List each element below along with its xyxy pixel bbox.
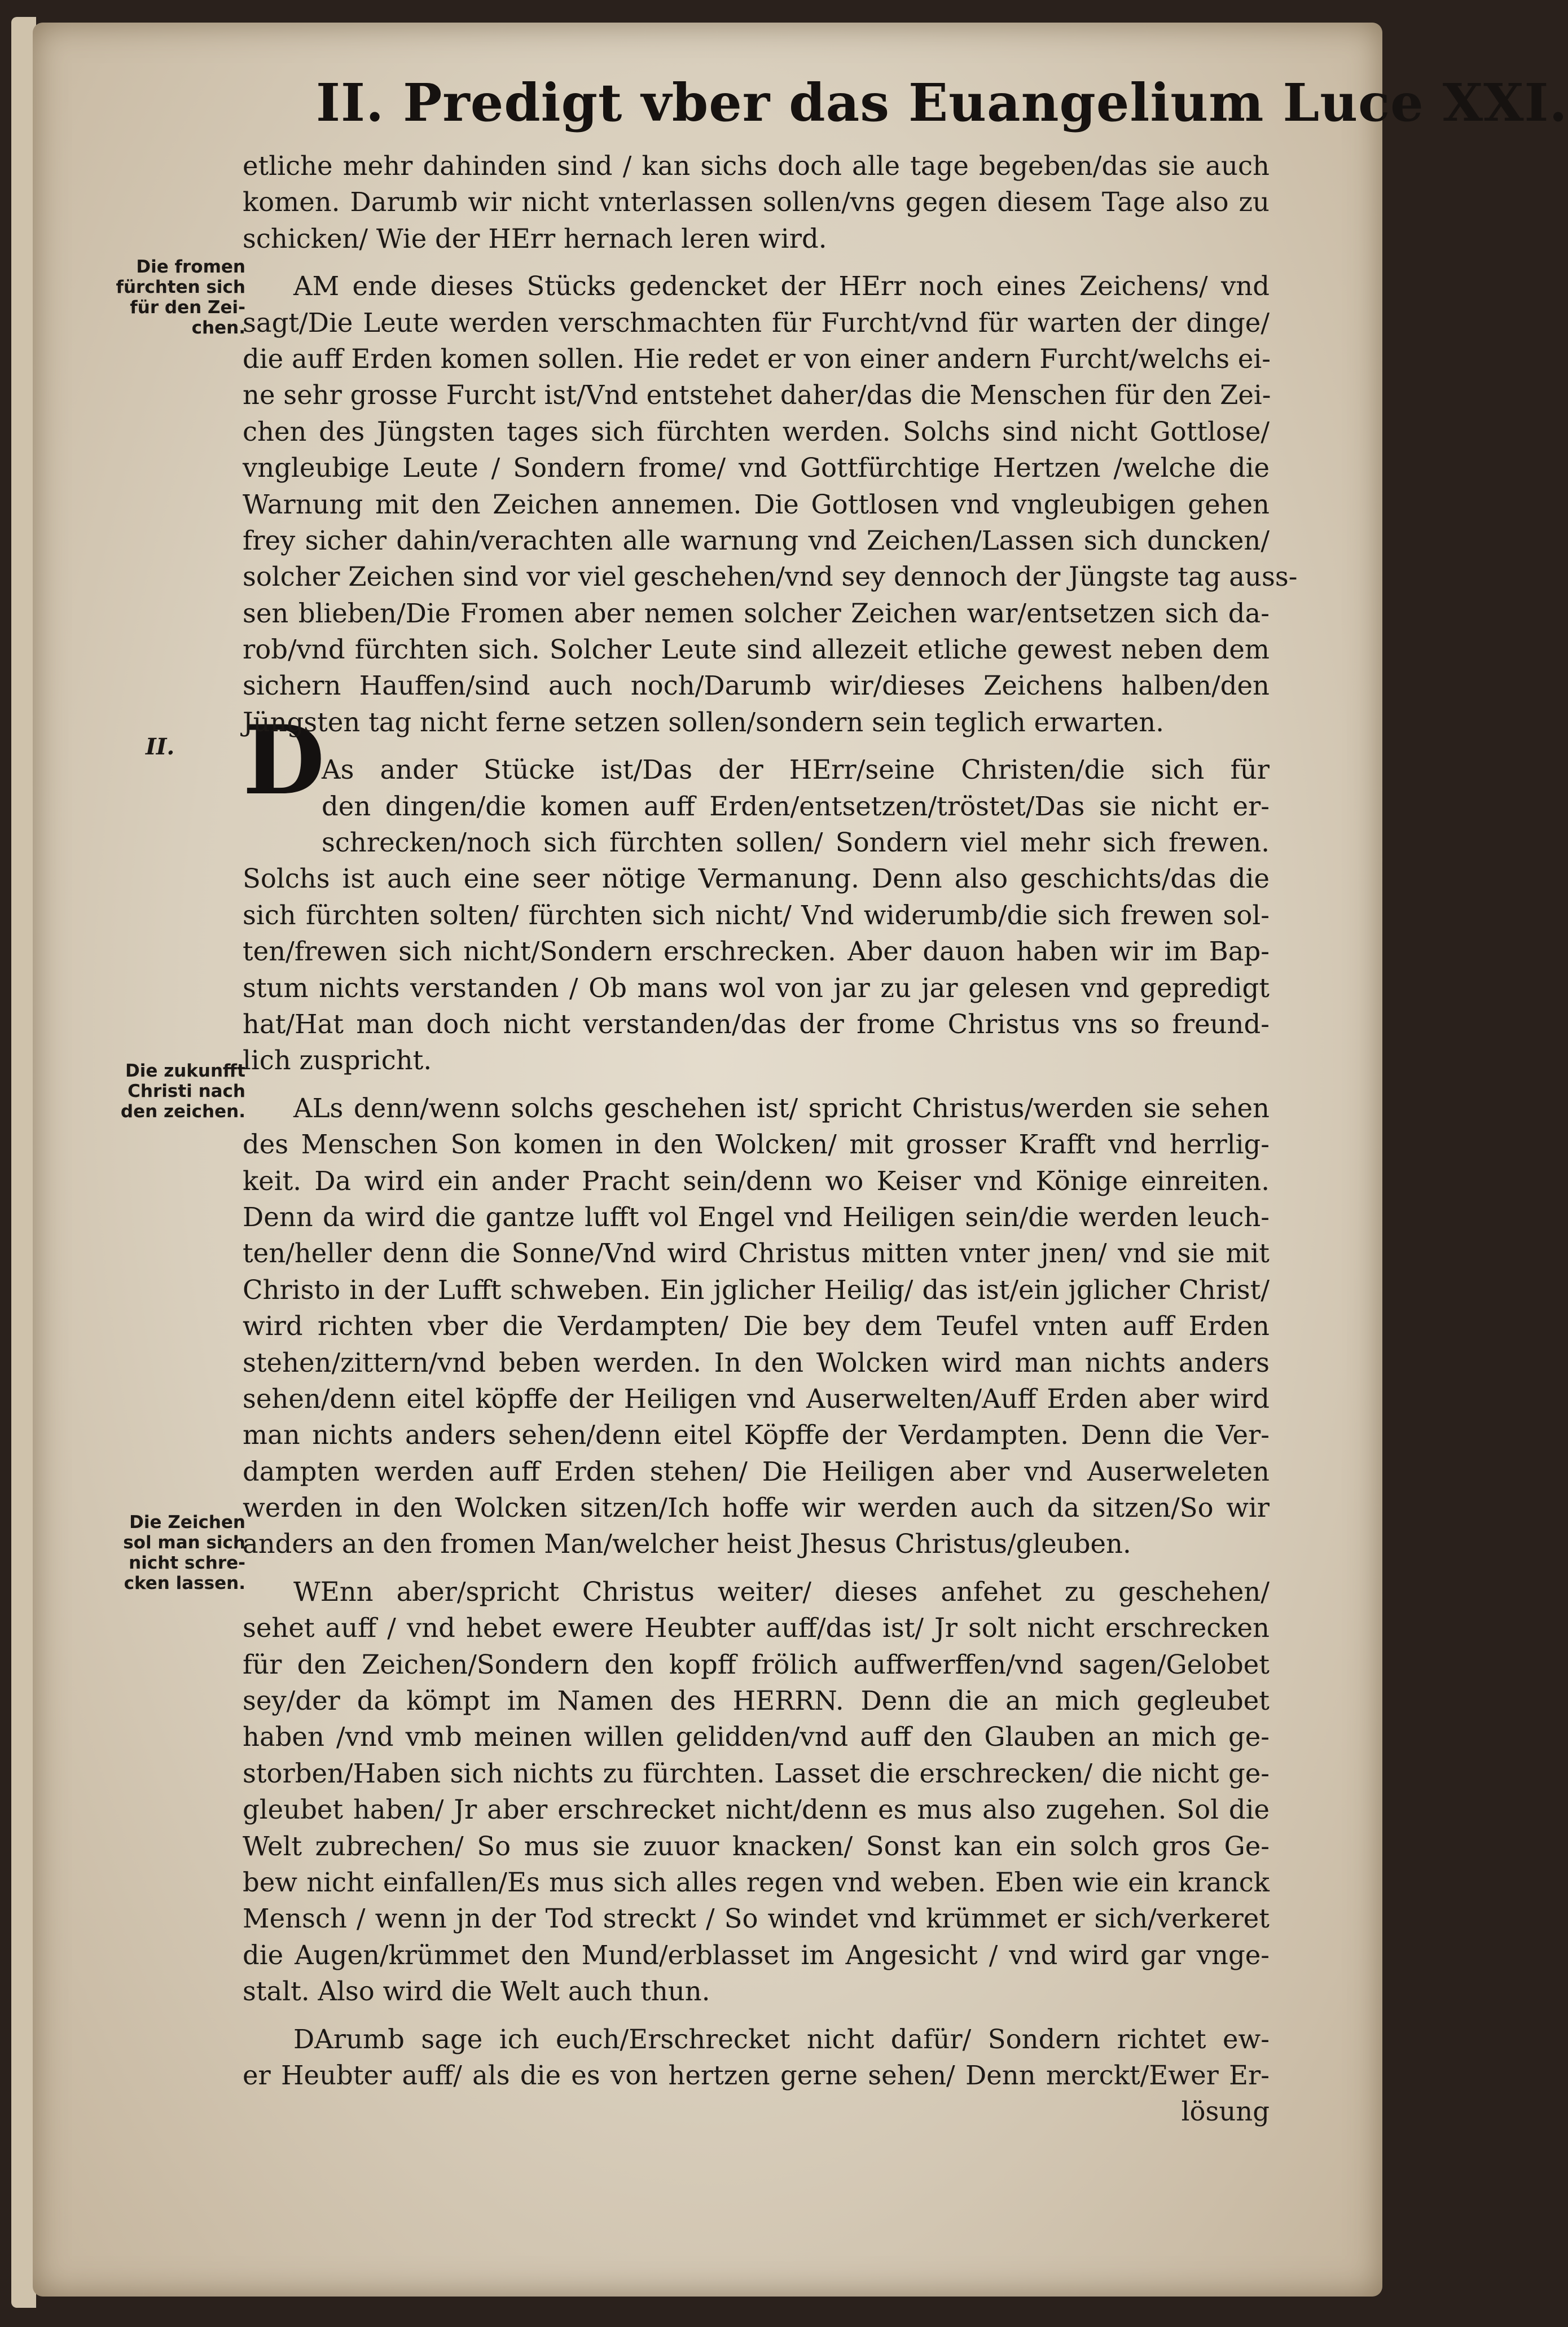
text-line: Denn da wird die gantze lufft vol Engel vnd Heiligen sein/die werden leuch-: [243, 1201, 1270, 1232]
text-line: sen blieben/Die Fromen aber nemen solcher Zeichen war/entsetzen sich da-: [243, 598, 1270, 629]
text-line: WEnn aber/spricht Christus weiter/ dieses anfehet zu geschehen/: [293, 1576, 1270, 1607]
text-line: hat/Hat man doch nicht verstanden/das der frome Christus vns so freund-: [243, 1008, 1270, 1039]
text-line: solcher Zeichen sind vor viel geschehen/vnd sey dennoch der Jüngste tag auss-: [243, 561, 1298, 592]
margin-note-line: den zeichen.: [120, 1101, 245, 1122]
margin-note-line: Die Zeichen: [129, 1512, 245, 1533]
text-line: rob/vnd fürchten sich. Solcher Leute sind allezeit etliche gewest neben dem: [243, 634, 1270, 665]
text-line: stalt. Also wird die Welt auch thun.: [243, 1976, 710, 2007]
margin-note-line: für den Zei-: [130, 297, 245, 318]
text-line: bew nicht einfallen/Es mus sich alles regen vnd weben. Eben wie ein kranck: [243, 1867, 1270, 1898]
text-line: AM ende dieses Stücks gedencket der HErr noch eines Zeichens/ vnd: [293, 271, 1270, 302]
text-line: schrecken/noch sich fürchten sollen/ Sondern viel mehr sich frewen.: [322, 827, 1270, 858]
margin-note-line: chen.: [191, 318, 245, 338]
text-line: schicken/ Wie der HErr hernach leren wird.: [243, 223, 827, 254]
text-line: keit. Da wird ein ander Pracht sein/denn wo Keiser vnd Könige einreiten.: [243, 1165, 1270, 1196]
text-line: den dingen/die komen auff Erden/entsetzen/tröstet/Das sie nicht er-: [322, 791, 1270, 822]
text-line: frey sicher dahin/verachten alle warnung vnd Zeichen/Lassen sich duncken/: [243, 525, 1270, 556]
margin-note-line: fürchten sich: [116, 277, 245, 297]
text-line: er Heubter auff/ als die es von hertzen gerne sehen/ Denn merckt/Ewer Er-: [243, 2060, 1270, 2091]
text-line: wird richten vber die Verdampten/ Die bey dem Teufel vnten auff Erden: [243, 1311, 1270, 1342]
catchword: lösung: [1181, 2096, 1270, 2127]
text-line: sichern Hauffen/sind auch noch/Darumb wir/dieses Zeichens halben/den: [243, 670, 1270, 701]
text-line: Mensch / wenn jn der Tod streckt / So windet vnd krümmet er sich/verkeret: [243, 1903, 1270, 1934]
text-line: für den Zeichen/Sondern den kopff frölich auffwerffen/vnd sagen/Gelobet: [243, 1649, 1270, 1680]
margin-note-line: Die fromen: [136, 257, 245, 277]
text-line: die Augen/krümmet den Mund/erblasset im Angesicht / vnd wird gar vnge-: [243, 1939, 1270, 1970]
text-line: As ander Stücke ist/Das der HErr/seine Christen/die sich für: [322, 754, 1270, 785]
text-line: anders an den fromen Man/welcher heist Jhesus Christus/gleuben.: [243, 1529, 1131, 1560]
margin-note-fromen: [85, 257, 245, 338]
text-line: chen des Jüngsten tages sich fürchten werden. Solchs sind nicht Gottlose/: [243, 416, 1270, 447]
text-line: ten/frewen sich nicht/Sondern erschrecken. Aber dauon haben wir im Bap-: [243, 936, 1270, 967]
text-line: ALs denn/wenn solchs geschehen ist/ spricht Christus/werden sie sehen: [293, 1092, 1270, 1123]
text-line: Welt zubrechen/ So mus sie zuuor knacken/ Sonst kan ein solch gros Ge-: [243, 1830, 1270, 1861]
text-line: etliche mehr dahinden sind / kan sichs doch alle tage begeben/das sie auch: [243, 151, 1270, 181]
text-line: man nichts anders sehen/denn eitel Köpffe der Verdampten. Denn die Ver-: [243, 1420, 1270, 1451]
text-line: ne sehr grosse Furcht ist/Vnd entstehet daher/das die Menschen für den Zei-: [243, 380, 1271, 411]
text-line: des Menschen Son komen in den Wolcken/ mit grosser Krafft vnd herrlig-: [243, 1129, 1270, 1160]
text-line: ten/heller denn die Sonne/Vnd wird Christus mitten vnter jnen/ vnd sie mit: [243, 1238, 1270, 1269]
margin-note-line: Die zukunfft: [125, 1061, 245, 1081]
margin-note-line: Christi nach: [128, 1081, 245, 1101]
text-line: sehet auff / vnd hebet ewere Heubter auff/das ist/ Jr solt nicht erschrecken: [243, 1613, 1270, 1644]
text-line: die auff Erden komen sollen. Hie redet er von einer andern Furcht/welchs ei-: [243, 343, 1271, 374]
text-line: werden in den Wolcken sitzen/Ich hoffe wir werden auch da sitzen/So wir: [243, 1492, 1270, 1523]
text-line: lich zuspricht.: [243, 1045, 432, 1076]
text-line: Jüngsten tag nicht ferne setzen sollen/sondern sein teglich erwarten.: [243, 706, 1165, 737]
text-line: haben /vnd vmb meinen willen gelidden/vnd auff den Glauben an mich ge-: [243, 1722, 1270, 1753]
text-line: gleubet haben/ Jr aber erschrecket nicht/denn es mus also zugehen. Sol die: [243, 1794, 1270, 1825]
margin-note-zeichen: [85, 1512, 245, 1593]
text-line: sagt/Die Leute werden verschmachten für Furcht/vnd für warten der dinge/: [243, 307, 1270, 338]
text-line: Solchs ist auch eine seer nötige Vermanung. Denn also geschichts/das die: [243, 863, 1270, 894]
text-line: sey/der da kömpt im Namen des HERRN. Denn die an mich gegleubet: [243, 1685, 1270, 1716]
text-line: storben/Haben sich nichts zu fürchten. Lasset die erschrecken/ die nicht ge-: [243, 1758, 1270, 1789]
page-header: II. Predigt vber das Euangelium Luce XXI.: [316, 72, 1568, 133]
text-line: sich fürchten solten/ fürchten sich nicht/ Vnd widerumb/die sich frewen sol-: [243, 899, 1270, 930]
text-line: sehen/denn eitel köpffe der Heiligen vnd Auserwelten/Auff Erden aber wird: [243, 1383, 1270, 1414]
text-line: dampten werden auff Erden stehen/ Die Heiligen aber vnd Auserweleten: [243, 1456, 1270, 1487]
drop-initial: D: [243, 704, 325, 816]
margin-note-line: nicht schre-: [129, 1553, 245, 1573]
text-line: stum nichts verstanden / Ob mans wol von jar zu jar gelesen vnd gepredigt: [243, 972, 1270, 1003]
margin-note-line: sol man sich: [123, 1533, 245, 1553]
text-line: vngleubige Leute / Sondern frome/ vnd Gottfürchtige Hertzen /welche die: [243, 453, 1270, 484]
text-line: stehen/zittern/vnd beben werden. In den Wolcken wird man nichts anders: [243, 1347, 1270, 1378]
text-line: DArumb sage ich euch/Erschrecket nicht dafür/ Sondern richtet ew-: [293, 2023, 1270, 2054]
section-numeral: II.: [146, 734, 175, 760]
body-text: [243, 148, 1298, 2130]
margin-note-zukunfft: [85, 1061, 245, 1122]
margin-note-line: cken lassen.: [124, 1573, 245, 1593]
text-line: komen. Darumb wir nicht vnterlassen sollen/vns gegen diesem Tage also zu: [243, 187, 1270, 218]
text-line: Warnung mit den Zeichen annemen. Die Gottlosen vnd vngleubigen gehen: [243, 489, 1270, 520]
text-line: Christo in der Lufft schweben. Ein jglicher Heilig/ das ist/ein jglicher Christ/: [243, 1274, 1270, 1305]
